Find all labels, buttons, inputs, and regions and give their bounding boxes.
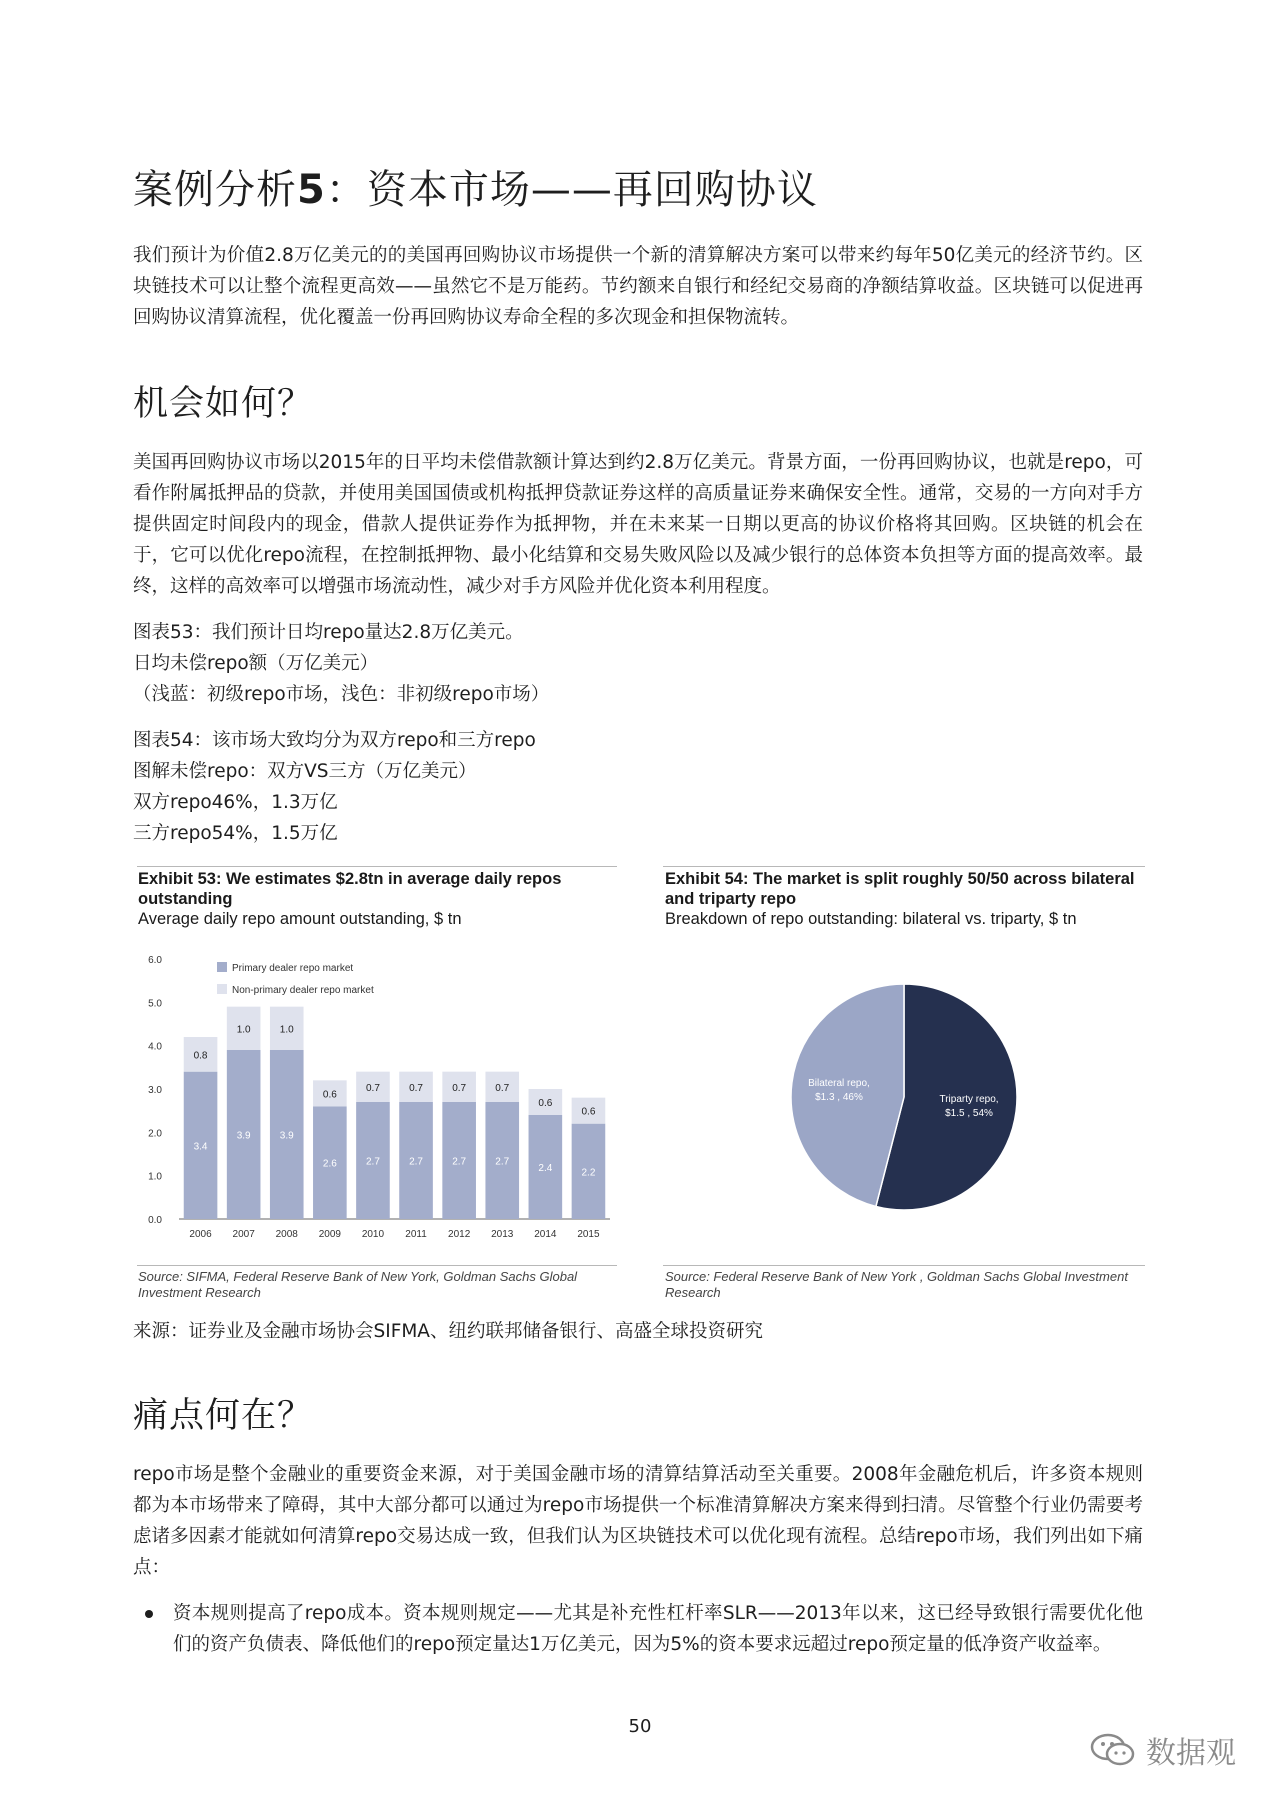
exhibit54-title: Exhibit 54: The market is split roughly 50/50 across bilateral and triparty repo bbox=[665, 870, 1135, 908]
legend-swatch-primary bbox=[217, 962, 227, 972]
y-tick-label: 3.0 bbox=[148, 1085, 162, 1096]
caption53-line3: （浅蓝：初级repo市场，浅色：非初级repo市场） bbox=[133, 684, 550, 705]
watermark-text: 数据观 bbox=[1146, 1736, 1236, 1771]
exhibit53-bottom-rule bbox=[137, 1265, 617, 1266]
wechat-logo-icon bbox=[1090, 1732, 1136, 1768]
pie-value-bilateral: $1.3 , 46% bbox=[815, 1091, 863, 1103]
legend-label-nonprimary: Non-primary dealer repo market bbox=[232, 985, 374, 996]
bar-label-primary-2012: 2.7 bbox=[452, 1156, 467, 1168]
intro-paragraph: 我们预计为价值2.8万亿美元的的美国再回购协议市场提供一个新的清算解决方案可以带来约每年50亿美元的经济节约。区块链技术可以让整个流程更高效——虽然它不是万能药。节约额来自银行和经纪交易商的净额结算收益。区块链可以促进再回购协议清算流程，优化覆盖一份再回购协议寿命全程的多次现金和担保物流转。 bbox=[133, 245, 1143, 328]
bar-label-nonprimary-2006: 0.8 bbox=[193, 1050, 208, 1062]
x-tick-label: 2009 bbox=[318, 1229, 341, 1240]
bar-label-primary-2006: 3.4 bbox=[193, 1141, 208, 1153]
bar-label-primary-2011: 2.7 bbox=[409, 1156, 424, 1168]
bar-label-primary-2007: 3.9 bbox=[236, 1130, 251, 1142]
bar-label-primary-2009: 2.6 bbox=[322, 1158, 337, 1170]
pie-value-triparty: $1.5 , 54% bbox=[945, 1108, 993, 1120]
bullet-text: 资本规则提高了repo成本。资本规则规定——尤其是补充性杠杆率SLR——2013年以来，这已经导致银行需要优化他们的资产负债表、降低他们的repo预定量达1万亿美元，因为5%的资本要求远超过repo预定量的低净资产收益率。 bbox=[173, 1603, 1143, 1655]
bar-label-nonprimary-2011: 0.7 bbox=[409, 1082, 424, 1094]
x-tick-label: 2015 bbox=[577, 1229, 600, 1240]
bullet-item bbox=[133, 1598, 1143, 1660]
caption54-line1: 图表54：该市场大致均分为双方repo和三方repo bbox=[133, 730, 536, 751]
x-tick-label: 2006 bbox=[189, 1229, 212, 1240]
painpoints-paragraph: repo市场是整个金融业的重要资金来源，对于美国金融市场的清算结算活动至关重要。2008年金融危机后，许多资本规则都为本市场带来了障碍，其中大部分都可以通过为repo市场提供一个标准清算解决方案来得到扫清。尽管整个行业仍需要考虑诸多因素才能就如何清算repo交易达成一致，但我们认为区块链技术可以优化现有流程。总结repo市场，我们列出如下痛点： bbox=[133, 1464, 1143, 1578]
bar-label-nonprimary-2010: 0.7 bbox=[365, 1082, 380, 1094]
bar-label-nonprimary-2013: 0.7 bbox=[495, 1082, 510, 1094]
page-title: 案例分析5：资本市场——再回购协议 bbox=[133, 167, 818, 213]
exhibit53-title: Exhibit 53: We estimates $2.8tn in average daily repos outstanding bbox=[138, 870, 562, 908]
bullet-dot-icon bbox=[145, 1610, 153, 1618]
exhibit53-source: Source: SIFMA, Federal Reserve Bank of New York, Goldman Sachs Global Investment Research bbox=[138, 1269, 578, 1300]
section-heading-painpoints: 痛点何在？ bbox=[133, 1396, 314, 1436]
y-tick-label: 1.0 bbox=[148, 1171, 162, 1183]
exhibit53-subtitle: Average daily repo amount outstanding, $ tn bbox=[138, 910, 462, 928]
source-note: 来源：证券业及金融市场协会SIFMA、纽约联邦储备银行、高盛全球投资研究 bbox=[133, 1321, 763, 1342]
x-tick-label: 2010 bbox=[361, 1229, 385, 1240]
x-tick-label: 2013 bbox=[491, 1229, 514, 1240]
x-tick-label: 2007 bbox=[232, 1229, 255, 1240]
caption54-line4: 三方repo54%，1.5万亿 bbox=[133, 823, 338, 844]
bar-label-nonprimary-2009: 0.6 bbox=[322, 1089, 337, 1101]
x-tick-label: 2008 bbox=[275, 1229, 298, 1240]
exhibit54-pie-chart bbox=[663, 945, 1145, 1250]
bar-label-nonprimary-2014: 0.6 bbox=[538, 1098, 553, 1109]
section-heading-opportunity: 机会如何？ bbox=[133, 384, 314, 424]
exhibit53-bar-chart bbox=[137, 945, 617, 1250]
caption53-line1: 图表53：我们预计日均repo量达2.8万亿美元。 bbox=[133, 622, 524, 643]
bar-label-nonprimary-2012: 0.7 bbox=[452, 1082, 467, 1094]
opportunity-paragraph: 美国再回购协议市场以2015年的日平均未偿借款额计算达到约2.8万亿美元。背景方面，一份再回购协议，也就是repo，可看作附属抵押品的贷款，并使用美国国债或机构抵押贷款证券这样的高质量证券来确保安全性。通常，交易的一方向对手方提供固定时间段内的现金，借款人提供证券作为抵押物，并在未来某一日期以更高的协议价格将其回购。区块链的机会在于，它可以优化repo流程，在控制抵押物、最小化结算和交易失败风险以及减少银行的总体资本负担等方面的提高效率。最终，这样的高效率可以增强市场流动性，减少对手方风险并优化资本利用程度。 bbox=[133, 452, 1143, 597]
y-tick-label: 0.0 bbox=[148, 1215, 162, 1226]
y-tick-label: 2.0 bbox=[148, 1128, 162, 1140]
exhibit54-subtitle: Breakdown of repo outstanding: bilateral vs. triparty, $ tn bbox=[665, 910, 1077, 928]
page-number: 50 bbox=[628, 1716, 652, 1737]
bar-label-primary-2014: 2.4 bbox=[538, 1163, 553, 1174]
pie-label-triparty: Triparty repo, bbox=[939, 1094, 999, 1106]
y-tick-label: 5.0 bbox=[148, 998, 162, 1010]
pie-label-bilateral: Bilateral repo, bbox=[808, 1077, 870, 1089]
exhibit54-bottom-rule bbox=[663, 1265, 1145, 1266]
legend-label-primary: Primary dealer repo market bbox=[232, 963, 354, 974]
exhibit54-source: Source: Federal Reserve Bank of New York , Goldman Sachs Global Investment Research bbox=[665, 1269, 1128, 1300]
bar-label-primary-2013: 2.7 bbox=[495, 1156, 510, 1168]
bar-label-primary-2015: 2.2 bbox=[581, 1167, 596, 1179]
exhibit53-top-rule bbox=[137, 866, 617, 867]
exhibit54-top-rule bbox=[663, 866, 1145, 867]
x-tick-label: 2011 bbox=[405, 1229, 427, 1240]
bar-label-primary-2010: 2.7 bbox=[365, 1156, 380, 1168]
caption54-line2: 图解未偿repo：双方VS三方（万亿美元） bbox=[133, 761, 477, 782]
y-tick-label: 6.0 bbox=[148, 955, 162, 966]
x-tick-label: 2012 bbox=[448, 1229, 471, 1240]
y-tick-label: 4.0 bbox=[148, 1041, 162, 1053]
caption53-line2: 日均未偿repo额（万亿美元） bbox=[133, 653, 379, 674]
caption54-line3: 双方repo46%，1.3万亿 bbox=[133, 792, 338, 813]
bar-label-primary-2008: 3.9 bbox=[279, 1130, 294, 1142]
bar-label-nonprimary-2007: 1.0 bbox=[236, 1024, 251, 1036]
x-tick-label: 2014 bbox=[534, 1229, 557, 1240]
watermark bbox=[1090, 1728, 1236, 1772]
bar-label-nonprimary-2008: 1.0 bbox=[279, 1024, 294, 1036]
bar-label-nonprimary-2015: 0.6 bbox=[581, 1106, 596, 1118]
legend-swatch-nonprimary bbox=[217, 984, 227, 994]
